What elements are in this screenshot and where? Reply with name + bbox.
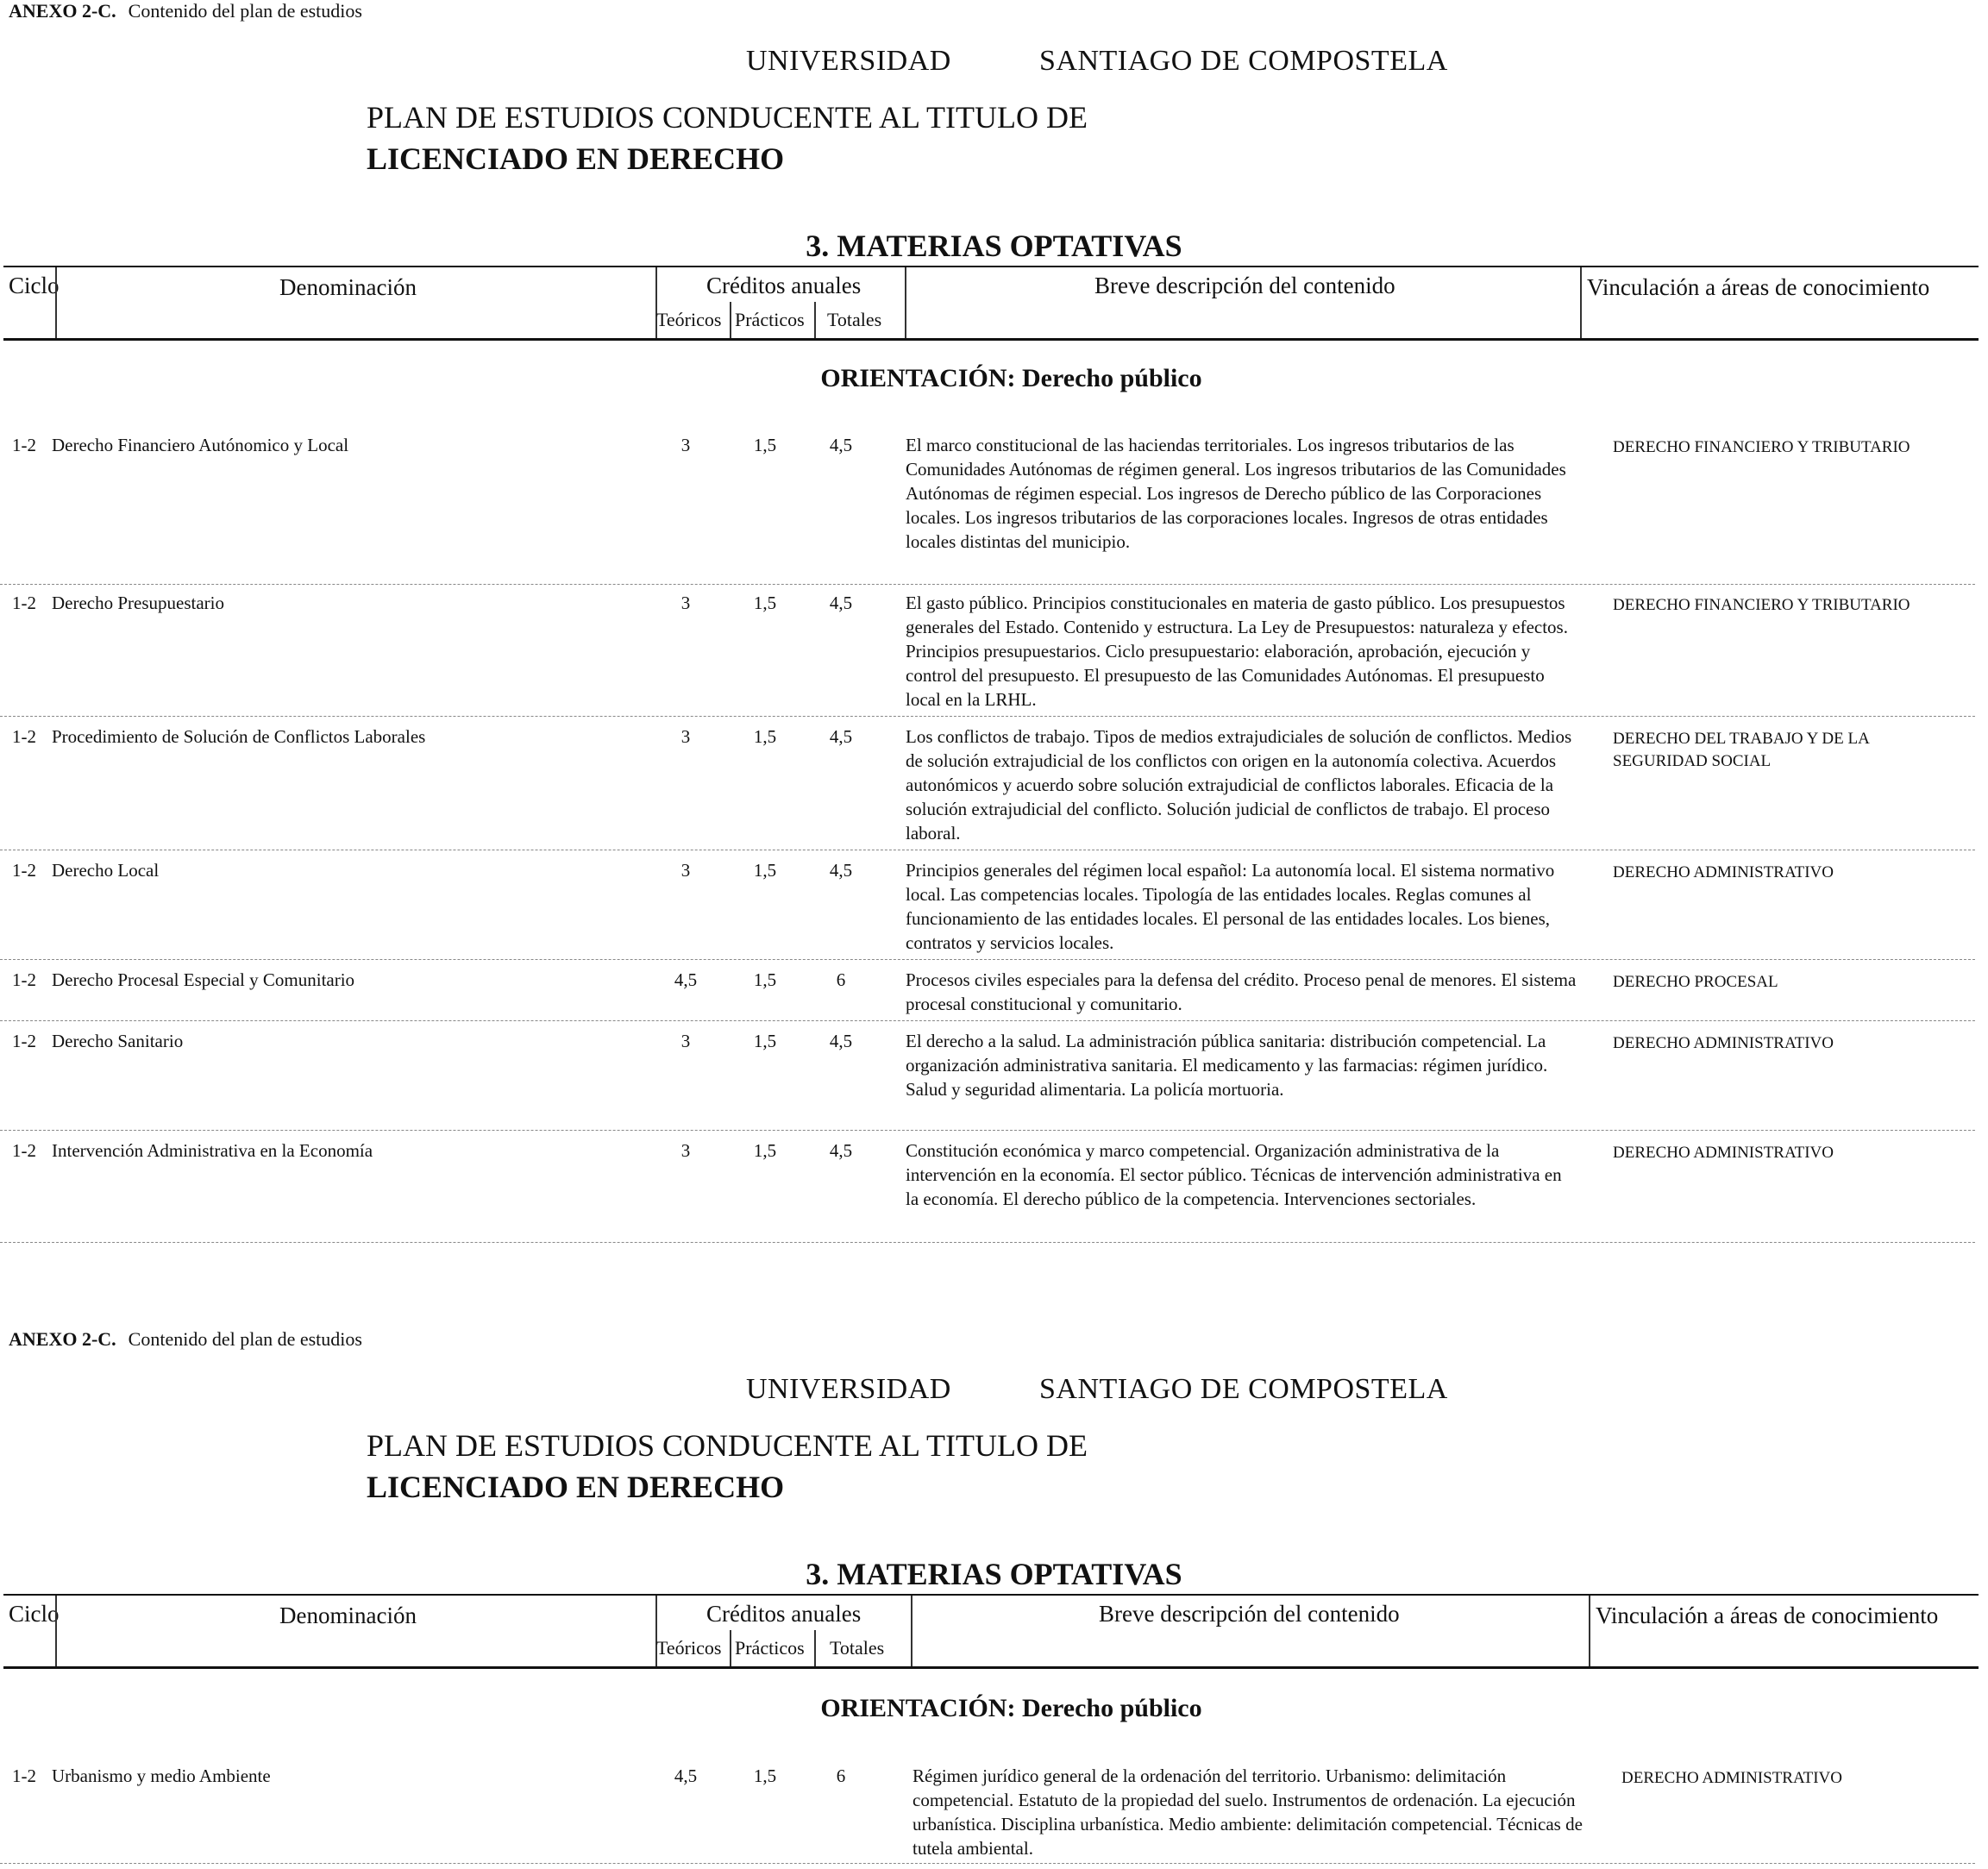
- row-denominacion: Derecho Sanitario: [52, 1031, 184, 1051]
- row-teoricos: 4,5: [674, 1766, 698, 1786]
- orientation-title: ORIENTACIÓN: Derecho público: [820, 364, 1202, 392]
- row-area: DERECHO FINANCIERO Y TRIBUTARIO: [1613, 438, 1910, 456]
- row-teoricos: 3: [680, 860, 691, 881]
- col-vinculacion: Vinculación a áreas de conocimiento: [1587, 274, 1930, 300]
- col-totales: Totales: [827, 309, 882, 330]
- row-teoricos: 3: [680, 1031, 691, 1051]
- row-ciclo: 1-2: [12, 435, 36, 455]
- col-creditos: Créditos anuales: [706, 1601, 862, 1627]
- university-label: UNIVERSIDAD: [746, 45, 951, 77]
- col-descripcion: Breve descripción del contenido: [1094, 273, 1395, 298]
- row-ciclo: 1-2: [12, 1766, 36, 1786]
- table-header: [3, 266, 1979, 341]
- row-area: DERECHO ADMINISTRATIVO: [1621, 1769, 1842, 1787]
- row-totales: 4,5: [829, 435, 853, 455]
- row-area: DERECHO FINANCIERO Y TRIBUTARIO: [1613, 596, 1910, 614]
- row-ciclo: 1-2: [12, 969, 36, 990]
- university-line: [746, 45, 1448, 78]
- section-title: 3. MATERIAS OPTATIVAS: [806, 1557, 1182, 1591]
- row-area: DERECHO DEL TRABAJO Y DE LA SEGURIDAD SOCIAL: [1613, 730, 1869, 770]
- row-totales: 6: [836, 969, 846, 990]
- section-title: 3. MATERIAS OPTATIVAS: [806, 229, 1182, 263]
- row-descripcion: Procesos civiles especiales para la defensa del crédito. Proceso penal de menores. El sistema procesal constitucional y comunitario.: [906, 969, 1577, 1014]
- annex-label: ANEXO 2-C.: [9, 1328, 116, 1350]
- row-denominacion: Derecho Financiero Autónomico y Local: [52, 435, 349, 455]
- plan-title: PLAN DE ESTUDIOS CONDUCENTE AL TITULO DE: [367, 100, 1088, 135]
- row-descripcion: Los conflictos de trabajo. Tipos de medios extrajudiciales de solución de conflictos. Medios de solución extrajudicial de los conflictos con origen en la autonomía colectiva. Acuerdos autonómicos y acuerdo sobre solución extrajudicial de conflictos laborales. Eficacia de la solución extrajudicial del conflicto. Solución judicial de conflictos de trabajo. El proceso laboral.: [906, 726, 1572, 844]
- row-totales: 4,5: [829, 593, 853, 613]
- row-practicos: 1,5: [753, 593, 777, 613]
- university-line: [746, 1373, 1448, 1406]
- degree-title: LICENCIADO EN DERECHO: [367, 1470, 785, 1504]
- row-denominacion: Derecho Local: [52, 860, 160, 881]
- row-descripcion: El gasto público. Principios constitucionales en materia de gasto público. Los presupuestos generales del Estado. Contenido y estructura. La Ley de Presupuestos: naturaleza y efectos. Principios presupuestarios. Ciclo presupuestario: elaboración, aprobación, ejecución y control del presupuesto. El presupuesto de las Comunidades Autónomas. El presupuesto local en la LRHL.: [906, 593, 1568, 710]
- annex-text: Contenido del plan de estudios: [128, 0, 362, 22]
- row-practicos: 1,5: [753, 969, 777, 990]
- row-denominacion: Intervención Administrativa en la Economía: [52, 1140, 373, 1161]
- annex-heading: [9, 0, 362, 22]
- row-practicos: 1,5: [753, 435, 777, 455]
- col-denominacion: Denominación: [279, 1602, 417, 1628]
- row-ciclo: 1-2: [12, 593, 36, 613]
- row-teoricos: 3: [680, 593, 691, 613]
- row-ciclo: 1-2: [12, 1140, 36, 1161]
- col-practicos: Prácticos: [735, 1637, 805, 1659]
- university-name: SANTIAGO DE COMPOSTELA: [1039, 1373, 1448, 1405]
- row-teoricos: 3: [680, 435, 691, 455]
- university-name: SANTIAGO DE COMPOSTELA: [1039, 45, 1448, 77]
- row-ciclo: 1-2: [12, 860, 36, 881]
- row-totales: 4,5: [829, 1140, 853, 1161]
- row-denominacion: Derecho Procesal Especial y Comunitario: [52, 969, 355, 990]
- col-teoricos: Teóricos: [656, 309, 722, 330]
- row-descripcion: Régimen jurídico general de la ordenación del territorio. Urbanismo: delimitación competencial. Estatuto de la propiedad del suelo. Instrumentos de ordenación. La ejecución urbanística. Disciplina urbanística. Medio ambiente: delimitación competencial. Técnicas de tutela ambiental.: [912, 1766, 1583, 1859]
- row-area: DERECHO ADMINISTRATIVO: [1613, 1144, 1834, 1162]
- row-totales: 6: [836, 1766, 846, 1786]
- row-practicos: 1,5: [753, 726, 777, 747]
- row-area: DERECHO PROCESAL: [1613, 973, 1778, 991]
- row-totales: 4,5: [829, 726, 853, 747]
- row-descripcion: Principios generales del régimen local español: La autonomía local. El sistema normativo local. Las competencias locales. Tipología de las entidades locales. Reglas comunes al funcionamiento de las entidades locales. El personal de las entidades locales. Los bienes, contratos y servicios locales.: [906, 860, 1555, 953]
- col-descripcion: Breve descripción del contenido: [1099, 1601, 1400, 1627]
- row-practicos: 1,5: [753, 860, 777, 881]
- annex-label: ANEXO 2-C.: [9, 0, 116, 22]
- col-practicos: Prácticos: [735, 309, 805, 330]
- col-ciclo: Ciclo: [9, 1601, 60, 1627]
- row-practicos: 1,5: [753, 1140, 777, 1161]
- col-creditos: Créditos anuales: [706, 273, 862, 298]
- row-practicos: 1,5: [753, 1031, 777, 1051]
- row-denominacion: Procedimiento de Solución de Conflictos Laborales: [52, 726, 426, 747]
- row-ciclo: 1-2: [12, 726, 36, 747]
- row-descripcion: El derecho a la salud. La administración pública sanitaria: distribución competencial. La organización administrativa sanitaria. El medicamento y las farmacias: régimen jurídico. Salud y seguridad alimentaria. La policía mortuoria.: [906, 1031, 1548, 1100]
- row-denominacion: Derecho Presupuestario: [52, 593, 225, 613]
- row-totales: 4,5: [829, 1031, 853, 1051]
- col-teoricos: Teóricos: [656, 1637, 722, 1659]
- table-header: [3, 1594, 1979, 1669]
- col-totales: Totales: [830, 1637, 885, 1659]
- degree-title: LICENCIADO EN DERECHO: [367, 141, 785, 176]
- orientation-title: ORIENTACIÓN: Derecho público: [820, 1694, 1202, 1722]
- row-teoricos: 4,5: [674, 969, 698, 990]
- col-vinculacion: Vinculación a áreas de conocimiento: [1596, 1602, 1939, 1628]
- plan-title: PLAN DE ESTUDIOS CONDUCENTE AL TITULO DE: [367, 1428, 1088, 1463]
- row-teoricos: 3: [680, 726, 691, 747]
- annex-text: Contenido del plan de estudios: [128, 1328, 362, 1350]
- row-totales: 4,5: [829, 860, 853, 881]
- row-practicos: 1,5: [753, 1766, 777, 1786]
- row-area: DERECHO ADMINISTRATIVO: [1613, 1034, 1834, 1052]
- row-denominacion: Urbanismo y medio Ambiente: [52, 1766, 271, 1786]
- col-ciclo: Ciclo: [9, 273, 60, 298]
- row-ciclo: 1-2: [12, 1031, 36, 1051]
- col-denominacion: Denominación: [279, 274, 417, 300]
- row-area: DERECHO ADMINISTRATIVO: [1613, 863, 1834, 881]
- row-descripcion: El marco constitucional de las haciendas territoriales. Los ingresos tributarios de las Comunidades Autónomas de régimen general. Los ingresos tributarios de las Comunidades Autónomas de régimen especial. Los ingresos de Derecho público de las Corporaciones locales. Los ingresos tributarios de las corporaciones locales. Ingresos de otras entidades locales distintas del municipio.: [906, 435, 1566, 552]
- annex-heading: [9, 1328, 362, 1351]
- row-teoricos: 3: [680, 1140, 691, 1161]
- row-descripcion: Constitución económica y marco competencial. Organización administrativa de la intervención en la economía. El sector público. Técnicas de intervención administrativa en la economía. El derecho público de la competencia. Intervenciones sectoriales.: [906, 1140, 1562, 1209]
- university-label: UNIVERSIDAD: [746, 1373, 951, 1405]
